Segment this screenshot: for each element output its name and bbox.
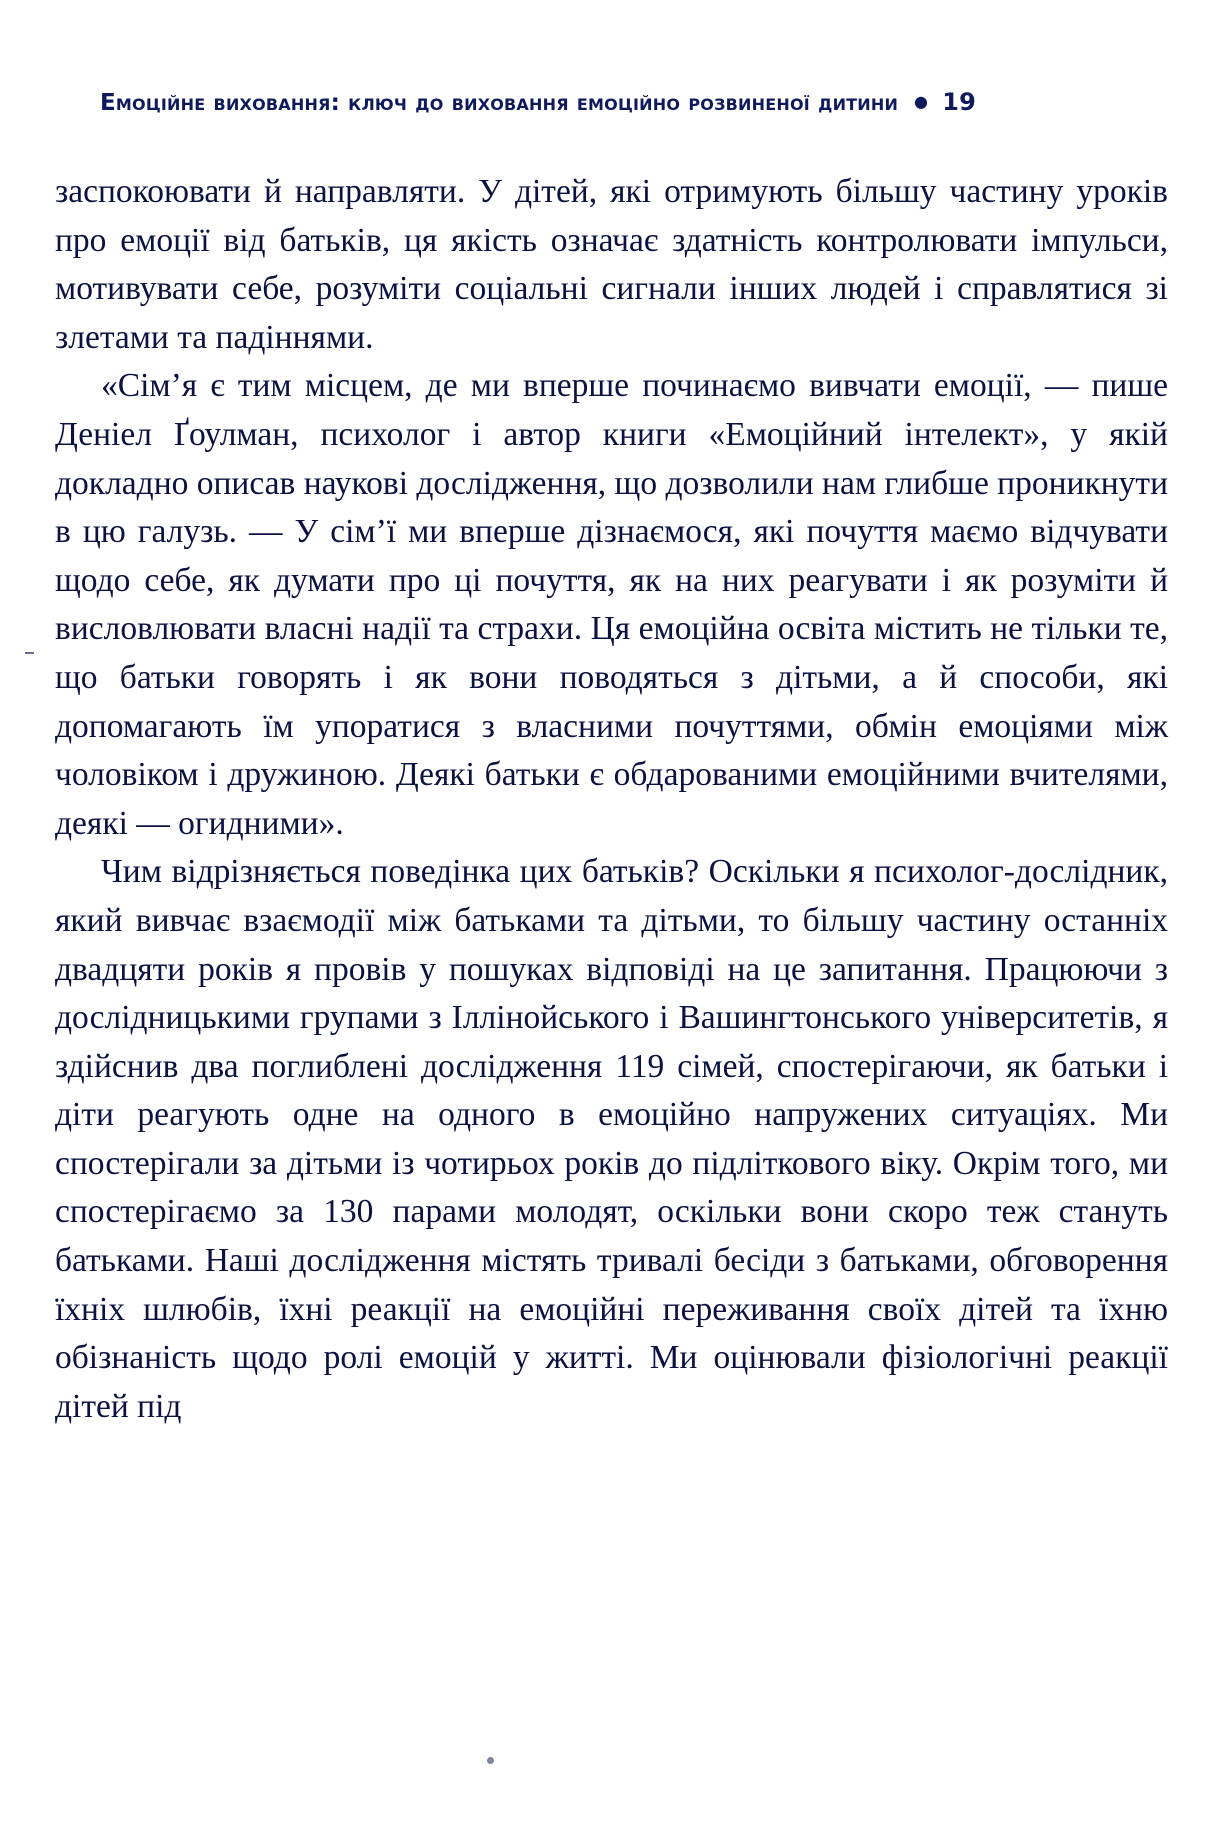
paragraph: Чим відрізняється поведінка цих батьків? Оскільки я психолог-дослідник, який вивчає взаємодії між батьками та дітьми, то більшу частину останніх двадцяти років я провів у пошуках відповіді на це запитання. Працюючи з дослідницькими групами з Іллінойського і Вашингтонського університетів, я здійснив два поглиблені дослідження 119 сімей, спостерігаючи, як батьки і діти реагують одне на одного в емоційно напружених ситуаціях. Ми спостерігали за дітьми із чотирьох років до підліткового віку. Окрім того, ми спостерігаємо за 130 парами молодят, оскільки вони скоро теж стануть батьками. Наші дослідження містять тривалі бесіди з батьками, обговорення їхніх шлюбів, їхні реакції на емоційні переживання своїх дітей та їхню обізнаність щодо ролі емоцій у житті. Ми оцінювали фізіологічні реакції дітей під [55,853,1168,1425]
body-text [55,168,1168,1431]
running-head-separator-dot: ● [914,92,929,111]
paragraph: заспокоювати й направляти. У дітей, які отримують більшу частину уроків про емоції від батьків, ця якість означає здатність контролювати імпульси, мотивувати себе, розуміти соціальні сигнали інших людей і справлятися зі злетами та падіннями. [55,173,1168,356]
page-number: 19 [942,88,977,116]
running-head-title: Емоційне виховання: ключ до виховання емоційно розвиненої дитини [100,90,899,116]
paragraph: «Сім’я є тим місцем, де ми вперше починаємо вивчати емоції, — пише Деніел Ґоулман, психолог і автор книги «Емоційний інтелект», у якій докладно описав наукові дослідження, що дозволили нам глибше проникнути в цю галузь. — У сім’ї ми вперше дізнаємося, які почуття маємо відчувати щодо себе, як думати про ці почуття, як на них реагувати і як розуміти й висловлювати власні надії та страхи. Ця емоційна освіта містить не тільки те, що батьки говорять і як вони поводяться з дітьми, а й способи, які допомагають їм упоратися з власними почуттями, обмін емоціями між чоловіком і дружиною. Деякі батьки є обдарованими емоційними вчителями, деякі — огидними». [55,367,1168,842]
left-margin-tick-mark [25,652,34,654]
running-head [100,88,1130,116]
bottom-margin-dot-mark [487,1757,494,1764]
